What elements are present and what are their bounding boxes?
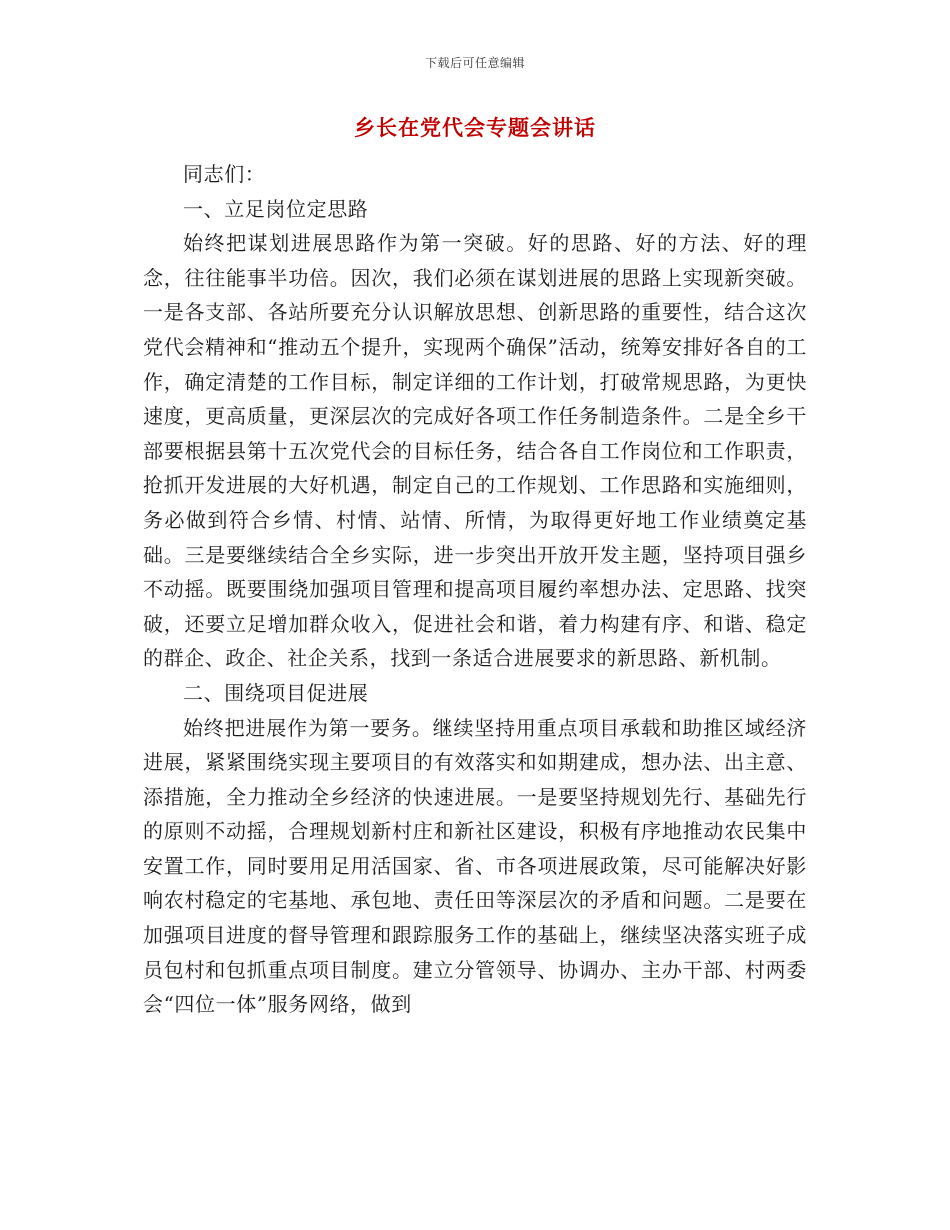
page-header: 下载后可任意编辑	[424, 56, 525, 70]
document-title: 乡长在党代会专题会讲话	[354, 116, 596, 140]
section-paragraph-1: 始终把谋划进展思路作为第一突破。好的思路、好的方法、好的理念，往往能事半功倍。因次，我们必须在谋划进展的思路上实现新突破。一是各支部、各站所要充分认识解放思想、创新思路的重要性，结合这次党代会精神和“推动五个提升，实现两个确保”活动，统筹安排好各自的工作，确定清楚的工作目标，制定详细的工作计划，打破常规思路，为更快速度，更高质量，更深层次的完成好各项工作任务制造条件。二是全乡干部要根据县第十五次党代会的目标任务，结合各自工作岗位和工作职责，抢抓开发进展的大好机遇，制定自己的工作规划、工作思路和实施细则，务必做到符合乡情、村情、站情、所情，为取得更好地工作业绩奠定基础。三是要继续结合全乡实际，进一步突出开放开发主题，坚持项目强乡不动摇。既要围绕加强项目管理和提高项目履约率想办法、定思路、找突破，还要立足增加群众收入，促进社会和谐，着力构建有序、和谐、稳定的群企、政企、社企关系，找到一条适合进展要求的新思路、新机制。	[143, 231, 807, 671]
section-heading-1: 一、立足岗位定思路	[183, 196, 369, 221]
section-heading-2: 二、围绕项目促进展	[183, 680, 369, 705]
section-paragraph-2: 始终把进展作为第一要务。继续坚持用重点项目承载和助推区域经济进展，紧紧围绕实现主要项目的有效落实和如期建成，想办法、出主意、添措施，全力推动全乡经济的快速进展。一是要坚持规划先行、基础先行的原则不动摇，合理规划新村庄和新社区建设，积极有序地推动农民集中安置工作，同时要用足用活国家、省、市各项进展政策，尽可能解决好影响农村稳定的宅基地、承包地、责任田等深层次的矛盾和问题。二是要在加强项目进度的督导管理和跟踪服务工作的基础上，继续坚决落实班子成员包村和包抓重点项目制度。建立分管领导、协调办、主办干部、村两委会“四位一体”服务网络，做到	[143, 715, 807, 1017]
document-body	[143, 157, 807, 1022]
greeting: 同志们：	[183, 162, 266, 186]
